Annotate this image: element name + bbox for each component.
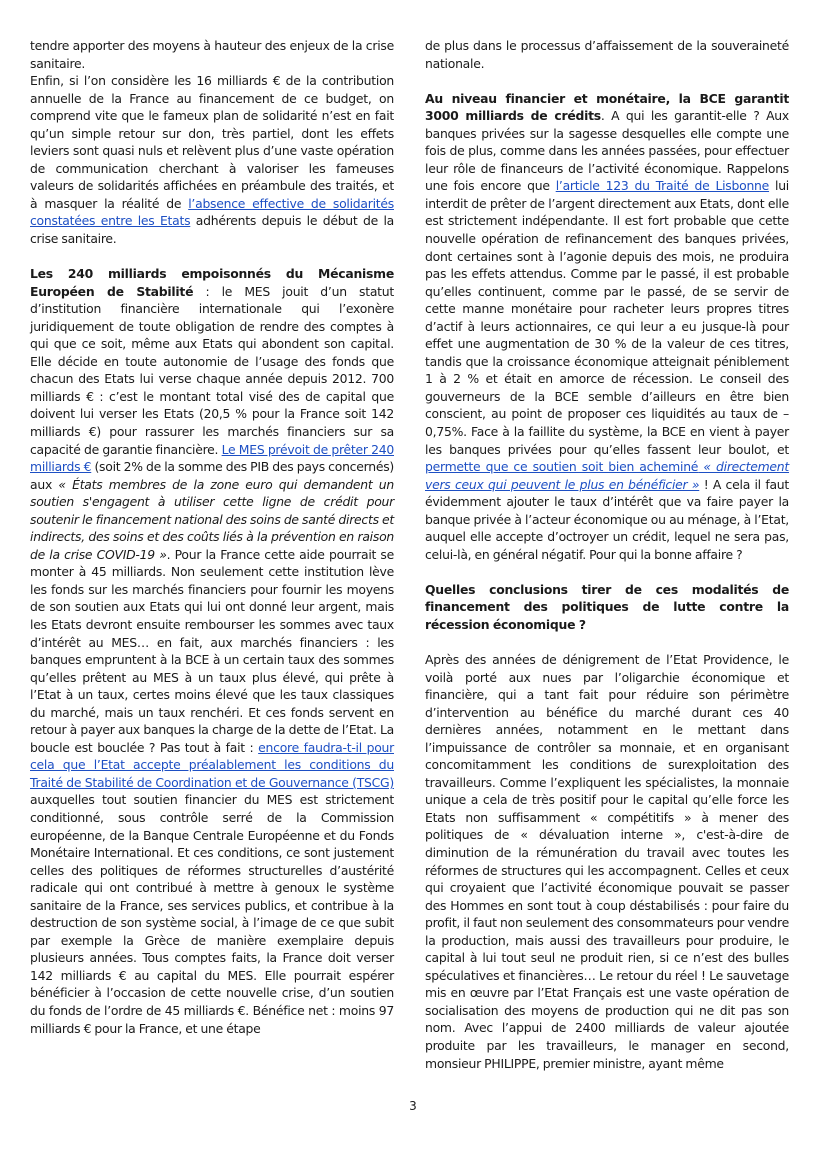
link-absence-solidarites[interactable]: l’absence effective de solidarités constatées entre les Etats: [30, 195, 394, 229]
paragraph-souverainete: de plus dans le processus d’affaissement de la souveraineté nationale.: [425, 38, 789, 71]
link-text: permette que ce soutien soit bien acheminé: [425, 459, 699, 475]
section-heading-conclusions: [425, 581, 789, 634]
paragraph-etat-providence: Après des années de dénigrement de l’Etat Providence, le voilà porté aux nues par l’oligarchie économique et financière, qui a tant fait pour réduire son périmètre d’intervention au bénéfice du marché durant ces 40 dernières années, notamment en le mettant dans l’impuissance de contrôler sa monnaie, et en organisant concomitamment les conditions de surexploitation des travailleurs. Comme l’expliquent les spécialistes, la monnaie unique a cela de très positif pour le capital qu’elle force les Etats non suffisamment « compétitifs » à mener des politiques de « dévaluation interne », c'est-à-dire de diminution de la rémunération du travail avec toutes les réformes de structures qui les accompagnent. Celles et ceux qui croyaient que l’activité économique pouvait se passer des Hommes en sont tout à coup déstabilisés : pour faire du profit, il faut non seulement des consommateurs pour vendre la production, mais aussi des travailleurs pour produire, le capital à lui tout seul ne produit rien, si ce n’est des bulles spéculatives et financières… Le retour du réel ! Le sauvetage mis en œuvre par l’Etat Français est une vaste opération de socialisation des moyens de production qui ne dit pas son nom. Avec l’appui de 2400 milliards de valeur ajoutée produite par les travailleurs, le manager en second, monsieur PHILIPPE, premier ministre, ayant même: [425, 652, 789, 1071]
link-article-123[interactable]: l’article 123 du Traité de Lisbonne: [555, 178, 770, 194]
paragraph-text: . A qui les garantit-elle ? Aux banques privées sur la sagesse desquelles elle compte une fois de plus, comme dans les années passées, pour effectuer leur rôle de financeurs de l’activité économique. Rappelons une fois encore que: [425, 108, 789, 194]
paragraph-text: : le MES jouit d’un statut d’institution financière internationale qui l’exonère juridiquement de toute obligation de rendre des comptes à qui que ce soit, même aux Etats qui abondent son capital. Elle décide en toute autonomie de l’usage des fonds que chacun des Etats lui verse chaque année depuis 2012. 700 milliards € : c’est le montant total visé des de capital que doivent lui verser les Etats (20,5 % pour la France soit 142 milliards €) pour rassurer les marchés financiers sur sa capacité de garantie financière.: [30, 283, 394, 457]
left-column: [30, 37, 394, 1037]
paragraph-spacer: [30, 248, 394, 266]
paragraph-mes: [30, 265, 394, 1037]
paragraph-contribution: [30, 72, 394, 247]
paragraph-spacer: [425, 563, 789, 581]
link-quote: « directement vers ceux qui peuvent le plus en bénéficier »: [425, 459, 790, 492]
quote-etats-membres: « États membres de la zone euro qui demandent un soutien s'engagent à utiliser cette ligne de crédit pour soutenir le financement national des soins de santé directs et indirects, des soins et des coûts liés à la prévention en raison de la crise COVID-19 »: [30, 476, 395, 562]
section-heading-bce: Au niveau financier et monétaire, la BCE garantit 3000 milliards de crédits: [425, 90, 789, 124]
paragraph-text: lui interdit de prêter de l’argent directement aux Etats, dont elle est strictement indépendante. Il est fort probable que cette nouvelle opération de refinancement des banques privées, dont certaines sont à l’agonie depuis des mois, ne produira pas les effets attendus. Comme par le passé, il est probable qu’elles continuent, comme par le passé, de se servir de cette manne monétaire pour racheter leurs propres titres d’actif à leurs actionnaires, ce qui leur a eu jusque-là pour effet une augmentation de 30 % de la valeur de ces titres, tandis que la croissance économique atteignait péniblement 1 à 2 % et était en amorce de récession. Le conseil des gouverneurs de la BCE semble d’ailleurs en être bien conscient, au point de proposer ces liquidités au taux de – 0,75%. Face à la faillite du système, la BCE en vient à payer les banques privées pour qu’elles fassent leur boulot, et: [425, 178, 789, 457]
paragraph-crise-sanitaire: tendre apporter des moyens à hauteur des enjeux de la crise sanitaire.: [30, 38, 394, 71]
paragraph-bce: [425, 90, 789, 564]
paragraph-text: adhérents depuis le début de la crise sanitaire.: [30, 213, 394, 247]
right-column: [425, 37, 789, 1072]
paragraph-text: Enfin, si l’on considère les 16 milliards € de la contribution annuelle de la France au financement de ce budget, on comprend vite que le fameux plan de solidarité n’est en fait qu’un simple retour sur don, très partiel, dont les effets leviers sont quasi nuls et relèvent plus d’une vaste opération de communication cherchant à valoriser les fameuses valeurs de solidarités affichées en préambule des traités, et à masquer la réalité de: [30, 73, 394, 211]
heading-text: Quelles conclusions tirer de ces modalités de financement des politiques de lutte contre la récession économique ?: [425, 581, 789, 632]
paragraph-spacer: [425, 634, 789, 652]
paragraph-text: auxquelles tout soutien financier du MES est strictement conditionné, sous contrôle serré de la Commission européenne, de la Banque Centrale Européenne et du Fonds Monétaire International. Et ces conditions, ce sont justement celles des politiques de réformes structurelles d’austérité radicale qui ont contribué à mettre à genoux le système sanitaire de la France, ses services publics, et contribue à la destruction de son système social, à l’image de ce que subit par exemple la Grèce de manière exemplaire depuis plusieurs années. Tous comptes faits, la France doit verser 142 milliards € au capital du MES. Elle pourrait espérer bénéficier à l’occasion de cette nouvelle crise, d’un soutien du fonds de l’ordre de 45 milliards €. Bénéfice net : moins 97 milliards € pour la France, et une étape: [30, 792, 394, 1036]
paragraph-text: . Pour la France cette aide pourrait se monter à 45 milliards. Non seulement cette institution lève les fonds sur les marchés financiers pour fournir les moyens de son soutien aux Etats qui lui ont donné leur argent, mais les Etats devront ensuite rembourser les sommes avec taux d’intérêt au MES… en fait, aux marchés financiers : les banques empruntent à la BCE à un certain taux des sommes qu’elles prêtent au MES à un taux plus élevé, qui prête à l’Etat à un taux, certes moins élevé que les taux classiques du marché, mais un taux renchéri. Et ces fonds servent en retour à payer aux banques la charge de la dette de l’Etat. La boucle est bouclée ? Pas tout à fait :: [30, 546, 395, 755]
paragraph-spacer: [425, 72, 789, 90]
paragraph-text: ! A cela il faut évidemment ajouter le taux d’intérêt que va faire payer la banque privée à l’acteur économique ou au ménage, à l’Etat, auquel elle accepte d’octroyer un crédit, lequel ne sera pas, celui-là, en général négatif. Pour qui la bonne affaire ?: [425, 476, 789, 562]
page-number: 3: [409, 1099, 417, 1113]
link-mes-pret[interactable]: Le MES prévoit de prêter 240 milliards €: [30, 441, 394, 475]
link-tscg[interactable]: encore faudra-t-il pour cela que l’Etat accepte préalablement les conditions du Traité de Stabilité de Coordination et de Gouvernance (TSCG): [30, 739, 394, 790]
section-heading-mes: Les 240 milliards empoisonnés du Mécanisme Européen de Stabilité: [30, 266, 394, 299]
paragraph-text: (soit 2% de la somme des PIB des pays concernés) aux: [30, 459, 395, 492]
